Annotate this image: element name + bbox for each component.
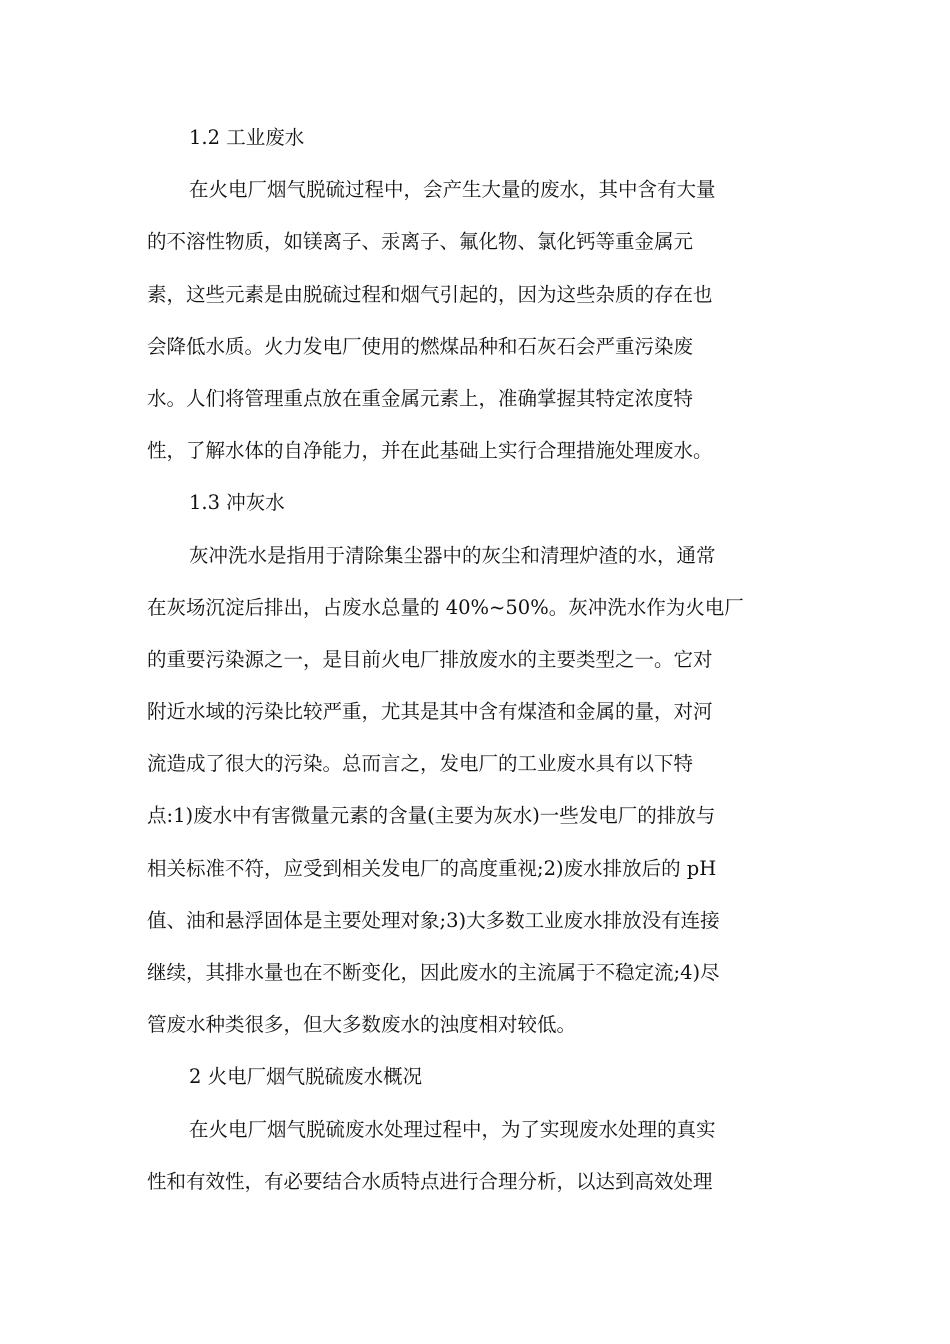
paragraph-line: 流造成了很大的污染。总而言之，发电厂的工业废水具有以下特 [147,752,694,776]
paragraph-line: 附近水域的污染比较严重，尤其是其中含有煤渣和金属的量，对河 [147,700,713,724]
paragraph-line: 的重要污染源之一，是目前火电厂排放废水的主要类型之一。它对 [147,647,713,671]
paragraph-line: 灰冲洗水是指用于清除集尘器中的灰尘和清理炉渣的水，通常 [189,543,716,567]
section-heading-1-3: 1.3 冲灰水 [189,491,285,515]
paragraph-line: 素，这些元素是由脱硫过程和烟气引起的，因为这些杂质的存在也 [147,282,713,306]
document-body [147,112,803,1208]
paragraph-line: 管废水种类很多，但大多数废水的浊度相对较低。 [147,1013,577,1037]
paragraph-line: 在灰场沉淀后排出，占废水总量的 40%~50%。灰冲洗水作为火电厂 [147,595,744,619]
paragraph-line: 性，了解水体的自净能力，并在此基础上实行合理措施处理废水。 [147,439,713,463]
paragraph-line: 会降低水质。火力发电厂使用的燃煤品种和石灰石会严重污染废 [147,334,694,358]
section-heading-1-2: 1.2 工业废水 [189,126,305,149]
paragraph-line: 水。人们将管理重点放在重金属元素上，准确掌握其特定浓度特 [147,386,694,410]
paragraph-line: 在火电厂烟气脱硫过程中，会产生大量的废水，其中含有大量 [189,178,716,202]
paragraph-line: 相关标准不符，应受到相关发电厂的高度重视;2)废水排放后的 pH [147,856,717,880]
paragraph-line: 值、油和悬浮固体是主要处理对象;3)大多数工业废水排放没有连接 [147,908,720,932]
paragraph-line: 继续，其排水量也在不断变化，因此废水的主流属于不稳定流;4)尽 [147,961,720,984]
paragraph-line: 点:1)废水中有害微量元素的含量(主要为灰水)一些发电厂的排放与 [147,804,716,828]
paragraph-line: 在火电厂烟气脱硫废水处理过程中，为了实现废水处理的真实 [189,1117,716,1141]
paragraph-line: 性和有效性，有必要结合水质特点进行合理分析，以达到高效处理 [147,1169,713,1193]
section-heading-2: 2 火电厂烟气脱硫废水概况 [189,1065,423,1089]
paragraph-line: 的不溶性物质，如镁离子、汞离子、氟化物、氯化钙等重金属元 [147,230,694,254]
